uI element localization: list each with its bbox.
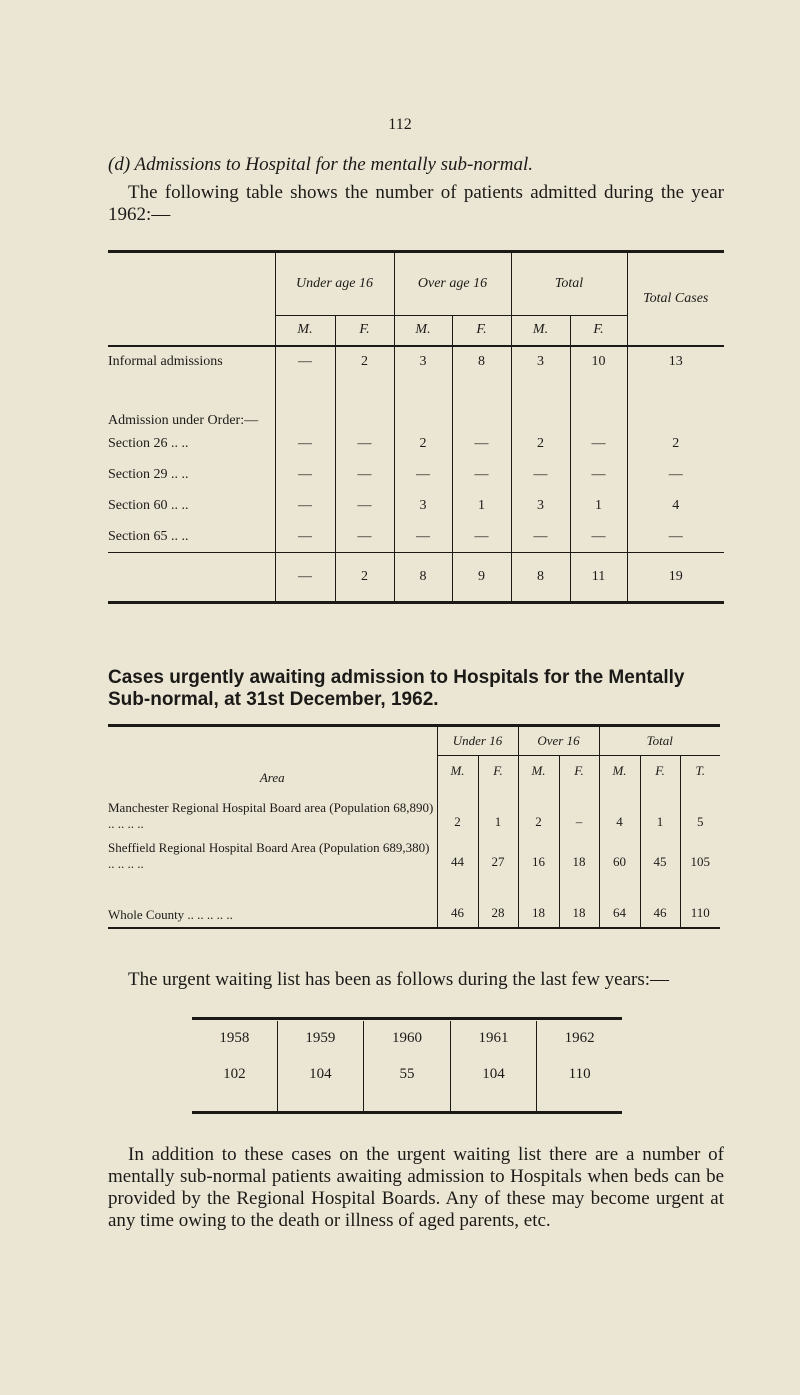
- table-cell: 44: [437, 836, 478, 876]
- table-cell: —: [335, 491, 394, 522]
- table-cell: 8: [511, 553, 570, 603]
- table-cell: 3: [394, 491, 452, 522]
- table-cell: 1: [640, 786, 680, 836]
- table-cell: 1: [570, 491, 627, 522]
- table-cell: —: [335, 460, 394, 491]
- table-cell: —: [275, 346, 335, 377]
- table-row: [108, 377, 724, 429]
- year-cell: 1962: [537, 1021, 622, 1057]
- table-cell: 4: [599, 786, 640, 836]
- table-cell: 64: [599, 876, 640, 928]
- table-row: [108, 346, 724, 377]
- table-cell: [511, 377, 570, 429]
- table-cell: 19: [627, 553, 724, 603]
- col-header: M.: [275, 316, 335, 346]
- year-cell: 1961: [450, 1021, 537, 1057]
- col-header: F.: [478, 756, 518, 786]
- table-cell: 46: [437, 876, 478, 928]
- table-cell: [452, 377, 511, 429]
- table-cell: —: [275, 429, 335, 460]
- value-cell: 55: [364, 1057, 451, 1093]
- table-cell: [394, 377, 452, 429]
- table-cell: 1: [478, 786, 518, 836]
- col-header: M.: [599, 756, 640, 786]
- group-header: Over age 16: [394, 252, 511, 316]
- intro-paragraph: The following table shows the number of patients admitted during the year 1962:—: [108, 182, 724, 225]
- row-label: Sheffield Regional Hospital Board Area (Population 689,380) .. .. .. ..: [108, 839, 430, 871]
- table-cell: 16: [518, 836, 559, 876]
- table-cell: 3: [511, 346, 570, 377]
- table-cell: 10: [570, 346, 627, 377]
- table-cell: 60: [599, 836, 640, 876]
- col-header: F.: [640, 756, 680, 786]
- table-cell: [335, 377, 394, 429]
- col-header: F.: [452, 316, 511, 346]
- table-row: [108, 836, 720, 876]
- subheading: Cases urgently awaiting admission to Hospitals for the Mentally Sub-normal, at 31st December, 1962.: [108, 667, 685, 710]
- value-cell: 102: [223, 1066, 246, 1082]
- table-cell: 1: [452, 491, 511, 522]
- table-cell: —: [570, 429, 627, 460]
- table-cell: [275, 377, 335, 429]
- corner-cell: [108, 252, 275, 316]
- row-label: [108, 553, 275, 603]
- table-cell: 2: [394, 429, 452, 460]
- table-cell: —: [275, 460, 335, 491]
- row-label: Section 60 .. ..: [108, 498, 189, 513]
- table-cell: 28: [478, 876, 518, 928]
- table-cell: 8: [452, 346, 511, 377]
- table-cell: —: [452, 522, 511, 553]
- col-header: M.: [437, 756, 478, 786]
- row-label: Admission under Order:—: [108, 412, 259, 428]
- group-header: Total: [511, 252, 627, 316]
- waiting-list-paragraph: The urgent waiting list has been as follows during the last few years:—: [128, 969, 670, 990]
- col-header: T.: [680, 756, 720, 786]
- row-label: Whole County .. .. .. .. ..: [108, 906, 233, 922]
- col-header: M.: [511, 316, 570, 346]
- table-cell: 13: [627, 346, 724, 377]
- year-cell: 1958: [219, 1030, 250, 1046]
- table-cell: 18: [518, 876, 559, 928]
- table-cell: —: [452, 429, 511, 460]
- table-cell: 2: [335, 553, 394, 603]
- table-row: [108, 522, 724, 553]
- table-cell: 2: [437, 786, 478, 836]
- corner-cell: [108, 316, 275, 346]
- table-cell: 2: [627, 429, 724, 460]
- table-cell: 11: [570, 553, 627, 603]
- table-cell: 2: [335, 346, 394, 377]
- group-header: Over 16: [518, 726, 599, 756]
- admissions-table: [108, 250, 724, 604]
- area-header: Area: [259, 769, 285, 785]
- table-cell: 27: [478, 836, 518, 876]
- table-cell: —: [627, 460, 724, 491]
- table-cell: —: [275, 522, 335, 553]
- table-cell: 18: [559, 836, 599, 876]
- row-label: Section 29 .. ..: [108, 467, 189, 482]
- waiting-table: [108, 724, 720, 929]
- table-row: [108, 876, 720, 928]
- table-cell: —: [275, 553, 335, 603]
- table-cell: –: [559, 786, 599, 836]
- year-cell: 1959: [277, 1021, 364, 1057]
- group-header: Total Cases: [627, 252, 724, 346]
- table-row: [108, 786, 720, 836]
- table-cell: 18: [559, 876, 599, 928]
- table-cell: —: [511, 522, 570, 553]
- yearly-waiting-table: [192, 1017, 622, 1114]
- table-cell: 2: [518, 786, 559, 836]
- table-cell: 110: [680, 876, 720, 928]
- table-cell: 8: [394, 553, 452, 603]
- group-header: Under 16: [437, 726, 518, 756]
- row-label: Section 65 .. ..: [108, 528, 189, 544]
- table-cell: —: [394, 522, 452, 553]
- table-cell: 46: [640, 876, 680, 928]
- col-header: F.: [570, 316, 627, 346]
- page-number: 112: [388, 116, 412, 133]
- col-header: M.: [518, 756, 559, 786]
- value-cell: 110: [537, 1057, 622, 1093]
- table-cell: —: [452, 460, 511, 491]
- row-label: Section 26 .. ..: [108, 436, 189, 451]
- value-cell: 104: [450, 1057, 537, 1093]
- table-cell: 4: [627, 491, 724, 522]
- table-cell: 9: [452, 553, 511, 603]
- section-heading: (d) Admissions to Hospital for the mentally sub-normal.: [108, 154, 534, 175]
- table-cell: —: [394, 460, 452, 491]
- table-row: [108, 491, 724, 522]
- row-label: Informal admissions: [108, 353, 223, 369]
- table-cell: —: [511, 460, 570, 491]
- table-cell: 45: [640, 836, 680, 876]
- table-cell: [627, 377, 724, 429]
- table-cell: —: [570, 460, 627, 491]
- table-cell: 3: [394, 346, 452, 377]
- table-cell: —: [275, 491, 335, 522]
- row-label: Manchester Regional Hospital Board area (Population 68,890) .. .. .. ..: [108, 799, 434, 831]
- table-cell: [570, 377, 627, 429]
- col-header: F.: [335, 316, 394, 346]
- col-header: F.: [559, 756, 599, 786]
- col-header: M.: [394, 316, 452, 346]
- value-cell: 104: [277, 1057, 364, 1093]
- group-header: Under age 16: [275, 252, 394, 316]
- table-cell: —: [335, 429, 394, 460]
- year-cell: 1960: [364, 1021, 451, 1057]
- table-row: [108, 460, 724, 491]
- group-header: Total: [599, 726, 720, 756]
- table-cell: 2: [511, 429, 570, 460]
- table-cell: 105: [680, 836, 720, 876]
- table-row: [108, 429, 724, 460]
- table-cell: —: [570, 522, 627, 553]
- closing-paragraph: In addition to these cases on the urgent waiting list there are a number of mentally sub-normal patients awaiting admission to Hospitals when beds can be provided by the Regional Hospital Boards. Any of these may become urgent at any time owing to the death or illness of aged parents, etc.: [108, 1144, 724, 1231]
- table-cell: 5: [680, 786, 720, 836]
- table-row: [108, 553, 724, 603]
- table-cell: 3: [511, 491, 570, 522]
- table-cell: —: [627, 522, 724, 553]
- table-cell: —: [335, 522, 394, 553]
